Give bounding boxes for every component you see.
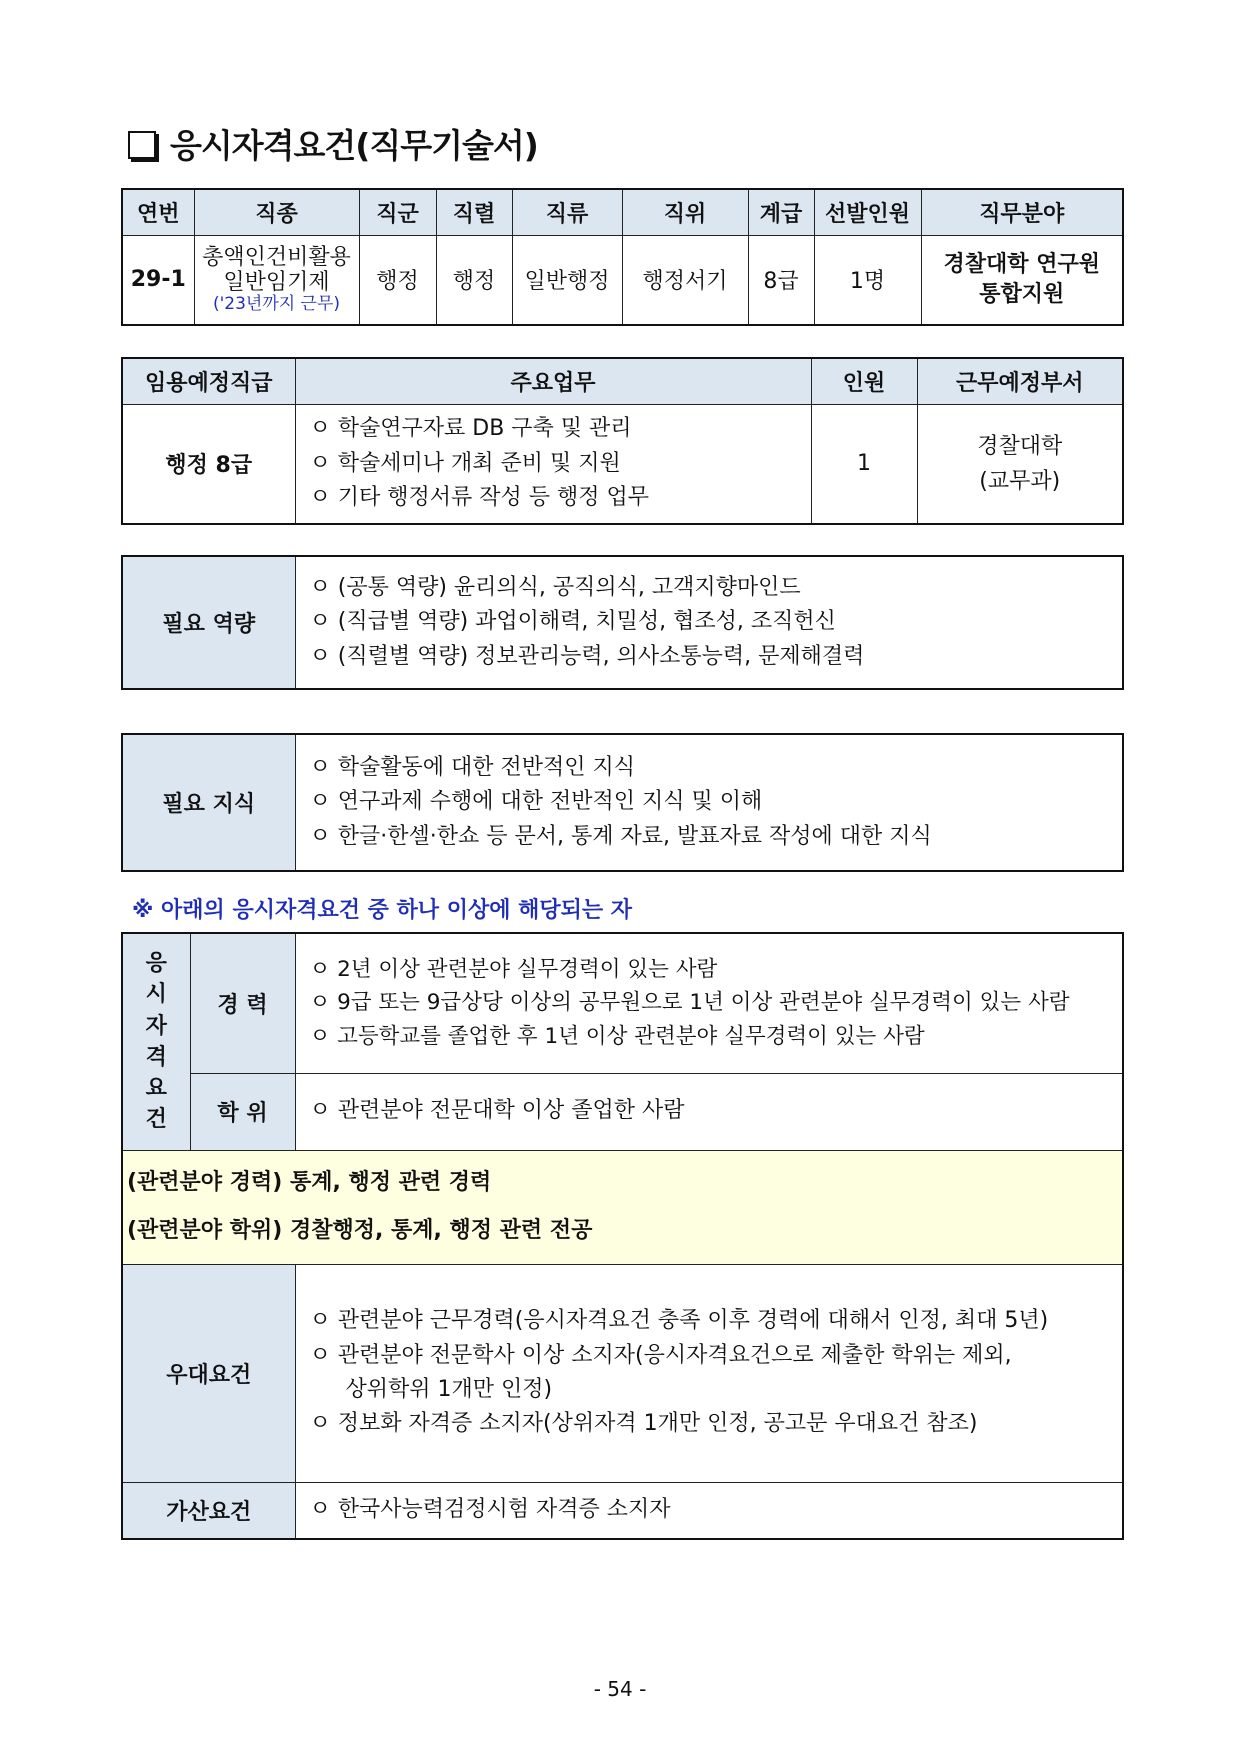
row-class: 일반행정 <box>512 235 622 325</box>
checkbox-square-icon <box>128 131 156 159</box>
knowledge-item: ㅇ 학술활동에 대한 전반적인 지식 <box>309 755 636 781</box>
qualification-vertical-label: 응 시 자 격 요 건 <box>122 933 190 1150</box>
knowledge-table <box>121 733 1124 872</box>
header-main-duties: 주요업무 <box>295 358 811 404</box>
duties-headcount: 1 <box>811 404 917 524</box>
row-type-line2: 일반임기제 <box>223 269 330 295</box>
header-type: 직종 <box>194 189 359 235</box>
degree-label: 학 위 <box>190 1073 295 1150</box>
career-item: ㅇ 9급 또는 9급상당 이상의 공무원으로 1년 이상 관련분야 실무경력이 있는 사람 <box>309 990 1070 1016</box>
row-type <box>194 235 359 325</box>
degree-list <box>295 1073 1123 1150</box>
duties-table-header <box>122 358 1123 404</box>
header-position: 직위 <box>622 189 748 235</box>
career-list <box>295 933 1123 1073</box>
page-title-text: 응시자격요건(직무기술서) <box>170 126 538 165</box>
header-series: 직렬 <box>436 189 512 235</box>
bonus-item: ㅇ 한국사능력검정시험 자격증 소지자 <box>309 1497 671 1523</box>
preference-item: ㅇ 관련분야 근무경력(응시자격요건 충족 이후 경력에 대해서 인정, 최대 5년) <box>309 1308 1049 1334</box>
header-grade: 계급 <box>748 189 814 235</box>
appoint-grade: 행정 8급 <box>122 404 295 524</box>
header-appoint-grade: 임용예정직급 <box>122 358 295 404</box>
row-field-line1: 경찰대학 연구원 <box>943 252 1100 278</box>
competency-item: ㅇ (직렬별 역량) 정보관리능력, 의사소통능력, 문제해결력 <box>309 643 865 669</box>
qualification-table <box>121 932 1124 1540</box>
career-label: 경 력 <box>190 933 295 1073</box>
duties-table <box>121 357 1124 525</box>
row-count: 1명 <box>814 235 921 325</box>
preference-label: 우대요건 <box>122 1264 295 1482</box>
bonus-label: 가산요건 <box>122 1482 295 1539</box>
related-career: (관련분야 경력) 통계, 행정 관련 경력 <box>127 1169 492 1195</box>
competency-table <box>121 555 1124 690</box>
duties-table-row <box>122 404 1123 524</box>
preference-list <box>295 1264 1123 1482</box>
duty-item: ㅇ 기타 행정서류 작성 등 행정 업무 <box>309 484 649 510</box>
row-position: 행정서기 <box>622 235 748 325</box>
knowledge-label: 필요 지식 <box>122 734 295 871</box>
row-type-note: ('23년까지 근무) <box>212 294 341 315</box>
preference-item-cont: 상위학위 1개만 인정) <box>345 1377 553 1402</box>
page-title <box>128 120 538 167</box>
row-series: 행정 <box>436 235 512 325</box>
row-no: 29-1 <box>122 235 194 325</box>
related-degree: (관련분야 학위) 경찰행정, 통계, 행정 관련 전공 <box>127 1218 593 1243</box>
header-group: 직군 <box>359 189 436 235</box>
header-count: 선발인원 <box>814 189 921 235</box>
duty-item: ㅇ 학술연구자료 DB 구축 및 관리 <box>309 416 632 442</box>
header-headcount: 인원 <box>811 358 917 404</box>
competency-label: 필요 역량 <box>122 556 295 689</box>
knowledge-list <box>295 734 1123 871</box>
dept-line1: 경찰대학 <box>977 433 1063 459</box>
position-table-header <box>122 189 1123 235</box>
dept <box>917 404 1123 524</box>
position-table <box>121 188 1124 326</box>
career-item: ㅇ 2년 이상 관련분야 실무경력이 있는 사람 <box>309 956 718 982</box>
dept-line2: (교무과) <box>979 468 1061 494</box>
header-dept: 근무예정부서 <box>917 358 1123 404</box>
qualification-note: ※ 아래의 응시자격요건 중 하나 이상에 해당되는 자 <box>132 898 633 923</box>
competency-list <box>295 556 1123 689</box>
preference-item: ㅇ 관련분야 전문학사 이상 소지자(응시자격요건으로 제출한 학위는 제외, <box>309 1342 1012 1368</box>
bonus-list <box>295 1482 1123 1539</box>
competency-item: ㅇ (공통 역량) 윤리의식, 공직의식, 고객지향마인드 <box>309 575 801 601</box>
row-group: 행정 <box>359 235 436 325</box>
position-table-row <box>122 235 1123 325</box>
preference-item: ㅇ 정보화 자격증 소지자(상위자격 1개만 인정, 공고문 우대요건 참조) <box>309 1411 978 1437</box>
header-class: 직류 <box>512 189 622 235</box>
row-type-line1: 총액인건비활용 <box>202 244 351 270</box>
degree-item: ㅇ 관련분야 전문대학 이상 졸업한 사람 <box>309 1098 685 1124</box>
duties-list <box>295 404 811 524</box>
competency-item: ㅇ (직급별 역량) 과업이해력, 치밀성, 협조성, 조직헌신 <box>309 609 836 635</box>
row-grade: 8급 <box>748 235 814 325</box>
career-item: ㅇ 고등학교를 졸업한 후 1년 이상 관련분야 실무경력이 있는 사람 <box>309 1024 925 1050</box>
row-field <box>921 235 1123 325</box>
header-field: 직무분야 <box>921 189 1123 235</box>
page-number: - 54 - <box>593 1677 647 1701</box>
knowledge-item: ㅇ 연구과제 수행에 대한 전반적인 지식 및 이해 <box>309 789 763 815</box>
header-no: 연번 <box>122 189 194 235</box>
knowledge-item: ㅇ 한글·한셀·한쇼 등 문서, 통계 자료, 발표자료 작성에 대한 지식 <box>309 823 932 849</box>
related-fields <box>122 1150 1123 1264</box>
duty-item: ㅇ 학술세미나 개최 준비 및 지원 <box>309 450 621 476</box>
row-field-line2: 통합지원 <box>979 281 1065 307</box>
